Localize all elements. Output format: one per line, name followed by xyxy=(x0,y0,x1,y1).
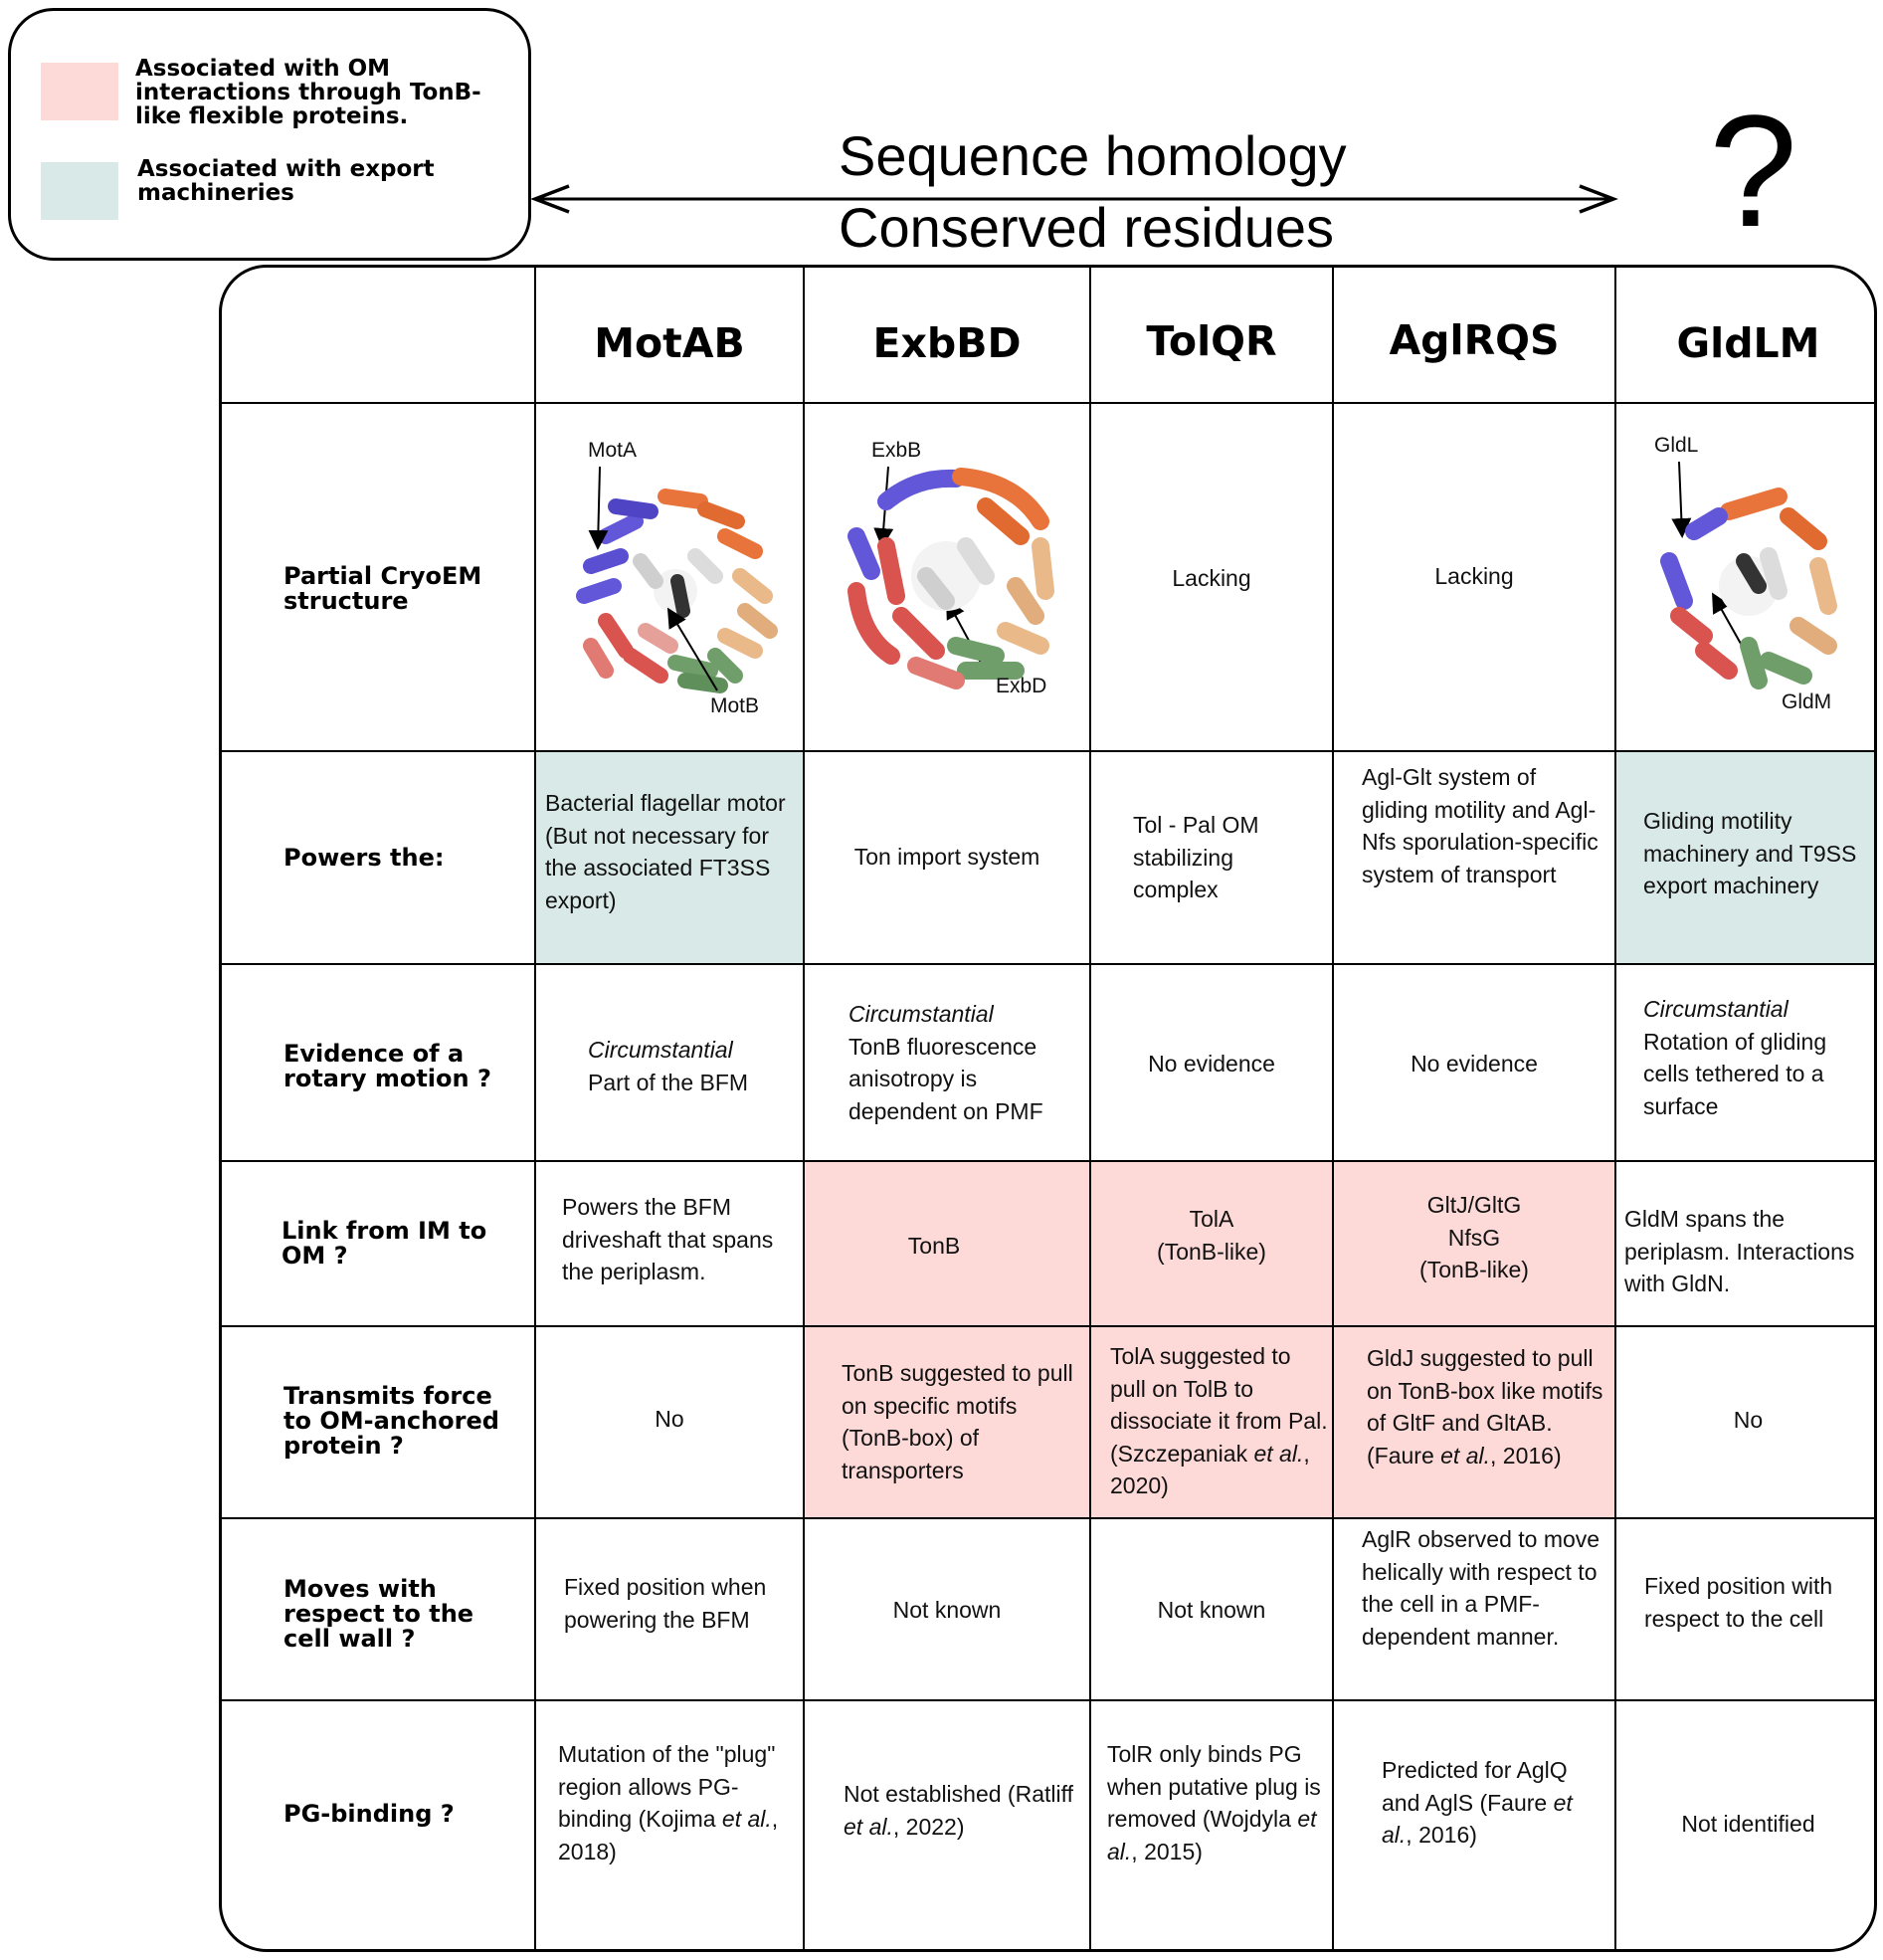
force-tolqr-year: , 2020) xyxy=(1110,1440,1310,1498)
exbD-label: ExbD xyxy=(996,675,1047,697)
pg-exbbd-etal: et al. xyxy=(844,1813,893,1840)
row-header-moves: Moves with respect to the cell wall ? xyxy=(283,1575,474,1653)
gldlm-structure-image xyxy=(1624,447,1873,725)
gldM-label: GldM xyxy=(1782,690,1832,713)
pg-exbbd xyxy=(844,1778,1082,1843)
powers-exbbd: Ton import system xyxy=(853,844,1040,870)
rotary-gldlm xyxy=(1643,993,1872,1122)
pg-tolqr xyxy=(1107,1738,1331,1867)
row-header-link: Link from IM to OM ? xyxy=(282,1217,487,1270)
conserved-residues-label: Conserved residues xyxy=(839,196,1335,259)
link-tolqr-line2: (TonB-like) xyxy=(1157,1238,1266,1265)
pg-motab xyxy=(558,1738,799,1867)
row-header-powers: Powers the: xyxy=(283,844,445,872)
pg-aglrqs-year: , 2016) xyxy=(1406,1822,1477,1848)
pg-aglrqs xyxy=(1382,1754,1605,1852)
rotary-exbbd xyxy=(848,998,1077,1127)
pg-tolqr-text: TolR only binds PG when putative plug is removed (Wojdyla xyxy=(1107,1741,1321,1832)
rotary-motab xyxy=(588,1034,797,1098)
legend-teal-swatch xyxy=(41,162,118,220)
force-aglrqs-year: , 2016) xyxy=(1490,1442,1562,1469)
legend-teal-label: Associated with export machineries xyxy=(137,156,435,206)
pg-aglrqs-text: Predicted for AglQ and AglS (Faure xyxy=(1382,1757,1568,1816)
pg-motab-year: , 2018) xyxy=(558,1806,779,1864)
rotary-motab-italic: Circumstantial xyxy=(588,1037,733,1063)
pg-motab-etal: et al. xyxy=(721,1806,772,1832)
legend xyxy=(8,8,531,261)
rotary-tolqr: No evidence xyxy=(1148,1051,1275,1077)
question-mark: ? xyxy=(1709,82,1797,260)
moves-motab: Fixed position when powering the BFM xyxy=(564,1574,767,1633)
force-aglrqs xyxy=(1367,1342,1605,1471)
pg-gldlm: Not identified xyxy=(1681,1811,1815,1837)
row-header-rotary: Evidence of a rotary motion ? xyxy=(283,1040,491,1092)
powers-gldlm: Gliding motility machinery and T9SS export machinery xyxy=(1643,808,1857,898)
powers-motab: Bacterial flagellar motor (But not necessary for the associated FT3SS export) xyxy=(545,790,786,913)
structure-tolqr: Lacking xyxy=(1172,565,1251,591)
link-tolqr xyxy=(1091,1203,1332,1268)
link-aglrqs xyxy=(1334,1189,1614,1286)
link-aglrqs-line3: (TonB-like) xyxy=(1419,1257,1529,1282)
structure-aglrqs: Lacking xyxy=(1434,563,1514,589)
pg-exbbd-year: , 2022) xyxy=(892,1813,965,1840)
force-exbbd: TonB suggested to pull on specific motifs (TonB-box) of transporters xyxy=(842,1360,1073,1483)
gldL-label: GldL xyxy=(1654,434,1699,457)
column-header-gldlm: GldLM xyxy=(1676,319,1820,367)
double-arrow xyxy=(527,179,1621,219)
comparison-table xyxy=(219,265,1877,1952)
rotary-motab-text: Part of the BFM xyxy=(588,1069,749,1095)
row-header-structure: Partial CryoEM structure xyxy=(283,562,482,615)
rotary-gldlm-italic: Circumstantial xyxy=(1643,996,1789,1022)
force-gldlm: No xyxy=(1733,1407,1764,1433)
rotary-aglrqs: No evidence xyxy=(1411,1051,1538,1077)
rotary-gldlm-text: Rotation of gliding cells tethered to a surface xyxy=(1643,1028,1827,1119)
force-tolqr-text: TolA suggested to pull on TolB to dissociate it from Pal. (Szczepaniak xyxy=(1110,1343,1328,1467)
pg-motab-text: Mutation of the "plug" region allows PG-binding (Kojima xyxy=(558,1741,776,1832)
link-aglrqs-line1: GltJ/GltG xyxy=(1426,1192,1522,1218)
force-motab: No xyxy=(655,1406,684,1432)
sequence-homology-label: Sequence homology xyxy=(839,124,1347,187)
powers-tolqr: Tol - Pal OM stabilizing complex xyxy=(1133,812,1259,902)
pg-exbbd-text: Not established (Ratliff xyxy=(844,1781,1073,1807)
force-tolqr xyxy=(1110,1340,1329,1502)
link-gldlm: GldM spans the periplasm. Interactions with GldN. xyxy=(1624,1206,1855,1296)
legend-pink-label: Associated with OM interactions through TonB-like flexible proteins. xyxy=(135,56,481,129)
link-aglrqs-line2: NfsG xyxy=(1447,1224,1501,1251)
row-header-force: Transmits force to OM-anchored protein ? xyxy=(283,1382,499,1460)
link-motab: Powers the BFM driveshaft that spans the periplasm. xyxy=(562,1194,774,1284)
force-tolqr-etal: et al. xyxy=(1253,1440,1304,1467)
legend-pink-swatch xyxy=(41,63,118,120)
force-aglrqs-etal: et al. xyxy=(1440,1442,1491,1469)
moves-aglrqs: AglR observed to move helically with respect to the cell in a PMF-dependent manner. xyxy=(1362,1526,1601,1650)
rotary-exbbd-text: TonB fluorescence anisotropy is dependent on PMF xyxy=(848,1033,1043,1124)
exbB-label: ExbB xyxy=(871,439,922,462)
link-exbbd: TonB xyxy=(907,1233,961,1259)
pg-tolqr-year: , 2015) xyxy=(1131,1838,1203,1864)
moves-exbbd: Not known xyxy=(892,1597,1002,1623)
column-header-exbbd: ExbBD xyxy=(872,319,1022,367)
powers-aglrqs: Agl-Glt system of gliding motility and Agl-Nfs sporulation-specific system of transport xyxy=(1362,764,1599,887)
column-header-motab: MotAB xyxy=(594,319,745,367)
column-header-tolqr: TolQR xyxy=(1146,317,1277,365)
link-tolqr-line1: TolA xyxy=(1189,1206,1234,1232)
pg-aglrqs-etal: et al. xyxy=(1382,1789,1573,1848)
row-header-pg: PG-binding ? xyxy=(283,1800,455,1828)
force-aglrqs-text: GldJ suggested to pull on TonB-box like motifs of GltF and GltAB. (Faure xyxy=(1367,1345,1603,1469)
motA-label: MotA xyxy=(588,439,638,462)
rotary-exbbd-italic: Circumstantial xyxy=(848,1001,994,1027)
pg-tolqr-etal: et al. xyxy=(1107,1806,1317,1864)
moves-gldlm: Fixed position with respect to the cell xyxy=(1644,1573,1833,1632)
moves-tolqr: Not known xyxy=(1157,1597,1266,1623)
motB-label: MotB xyxy=(710,694,760,717)
column-header-aglrqs: AglRQS xyxy=(1389,316,1560,364)
